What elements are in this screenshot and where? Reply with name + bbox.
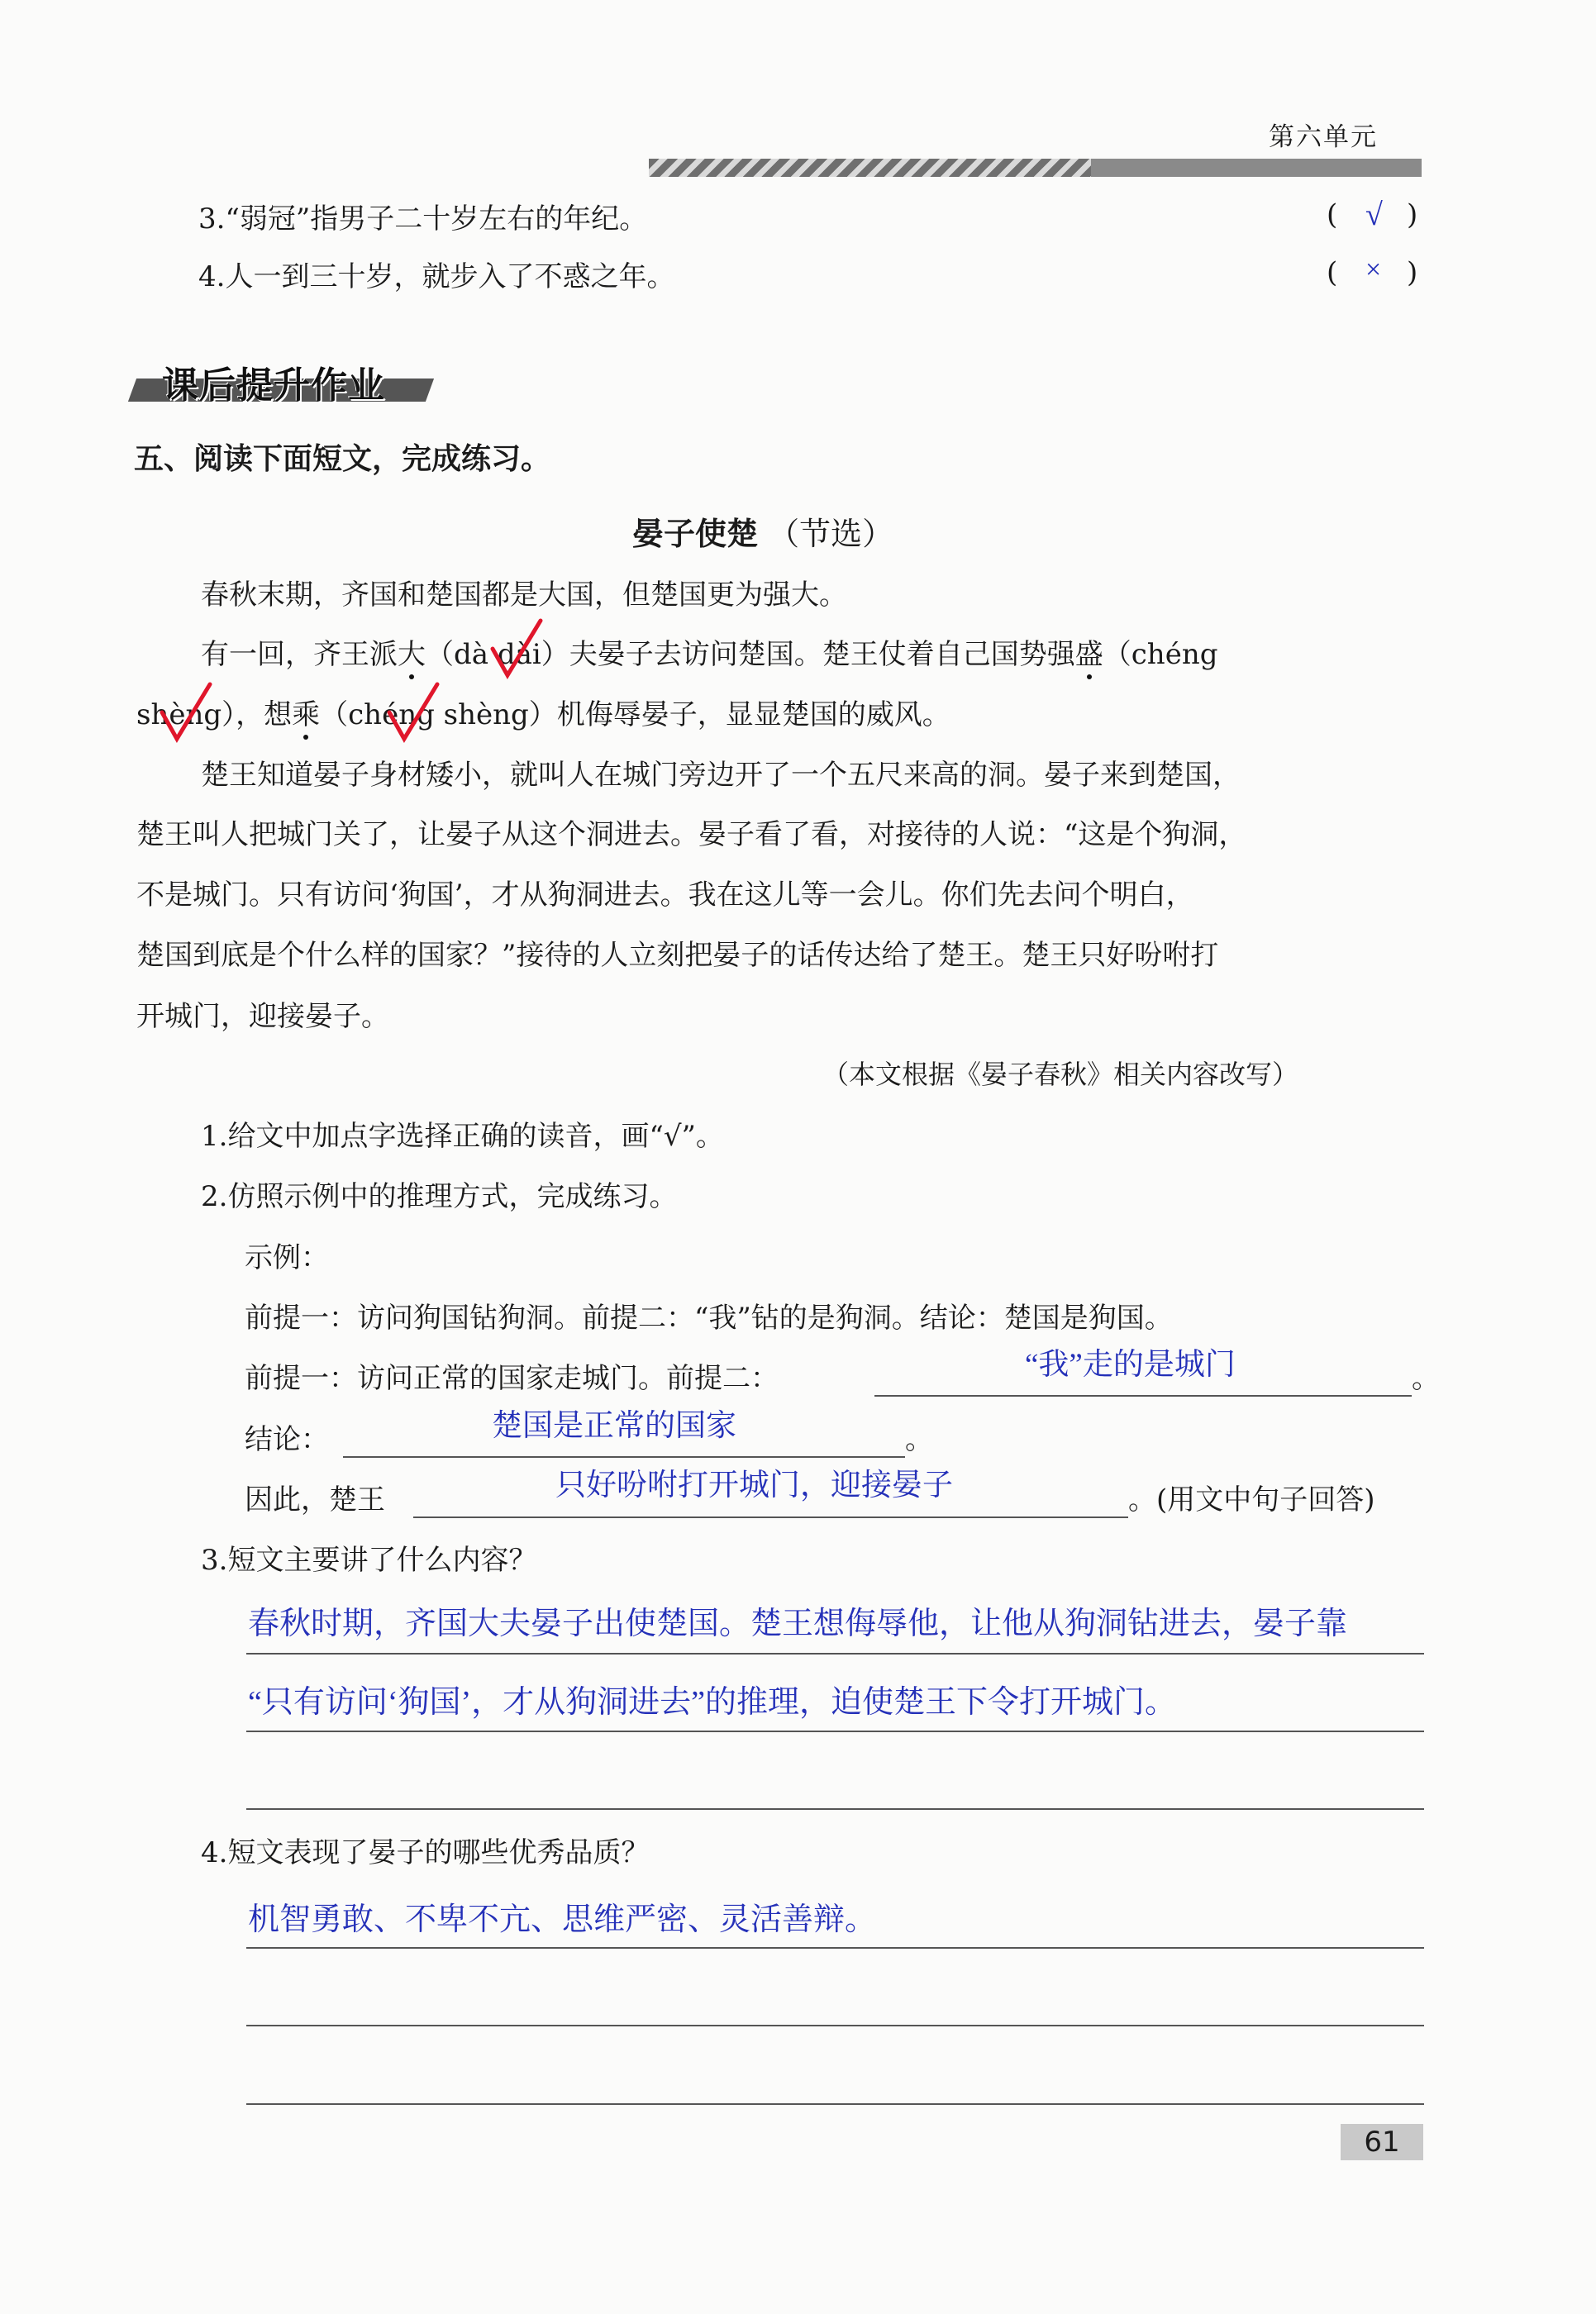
conclusion-period: 。: [905, 1423, 933, 1456]
answer-underline: [343, 1456, 905, 1458]
page-number: 61: [1364, 2126, 1400, 2159]
question-2: 2.仿照示例中的推理方式，完成练习。: [201, 1180, 678, 1213]
premise-line-prefix: 前提一：访问正常的国家走城门。前提二：: [245, 1362, 779, 1395]
answer-line: [246, 1808, 1424, 1810]
example-line: 前提一：访问狗国钻狗洞。前提二：“我”钻的是狗洞。结论：楚国是狗国。: [245, 1302, 1173, 1335]
p2-text-a: 有一回，齐王派: [201, 638, 398, 671]
q3-answer-line-1[interactable]: 春秋时期，齐国大夫晏子出使楚国。楚王想侮辱他，让他从狗洞钻进去，晏子靠: [248, 1607, 1348, 1641]
red-check-icon: [488, 616, 545, 682]
tf-item-4-paren: (: [1327, 256, 1338, 289]
tf-item-3-paren: (: [1327, 198, 1338, 231]
premise-answer[interactable]: “我”走的是城门: [1025, 1348, 1236, 1382]
article-paragraph-3-line-5: 开城门，迎接晏子。: [136, 1000, 389, 1033]
section-banner: [132, 355, 438, 407]
p2-text-d: shèng），想: [136, 698, 293, 731]
therefore-answer[interactable]: 只好吩咐打开城门，迎接晏子: [555, 1469, 953, 1502]
q4-answer-line-1[interactable]: 机智勇敢、不卑不亢、思维严密、灵活善辩。: [248, 1902, 877, 1937]
article-paragraph-1: 春秋末期，齐国和楚国都是大国，但楚国更为强大。: [201, 578, 847, 612]
answer-underline: [874, 1395, 1412, 1397]
therefore-suffix: 。(用文中句子回答): [1128, 1483, 1375, 1516]
dotted-char-sheng: 盛: [1074, 638, 1103, 671]
therefore-prefix: 因此，楚王: [245, 1483, 385, 1516]
question-3: 3.短文主要讲了什么内容？: [201, 1544, 537, 1577]
premise-period: 。: [1412, 1362, 1440, 1395]
question-4: 4.短文表现了晏子的哪些优秀品质？: [201, 1836, 650, 1869]
article-title-row: [632, 508, 893, 554]
article-paragraph-2-line-2: [136, 698, 950, 731]
article-paragraph-3-line-2: 楚王叫人把城门关了，让晏子从这个洞进去。晏子看了看，对接待的人说：“这是个狗洞，: [136, 818, 1247, 851]
dotted-char-cheng: 乘: [292, 698, 321, 731]
red-check-icon: [384, 679, 442, 745]
article-paragraph-2-line-1: [201, 638, 1218, 671]
tf-item-3-paren-close: ): [1407, 198, 1418, 231]
question-1: 1.给文中加点字选择正确的读音，画“√”。: [201, 1120, 724, 1153]
answer-line: [246, 1947, 1424, 1949]
p2-text-b: （dà dài）夫晏子去访问楚国。楚王仗着自己国势强: [426, 638, 1075, 671]
p2-text-e: （chéng shèng）机侮辱晏子，显显楚国的威风。: [320, 698, 950, 731]
article-paragraph-3-line-3: 不是城门。只有访问‘狗国’，才从狗洞进去。我在这儿等一会儿。你们先去问个明白，: [136, 878, 1194, 912]
header-stripe-solid: [1091, 159, 1422, 177]
tf-item-3: 3.“弱冠”指男子二十岁左右的年纪。: [198, 202, 648, 236]
tf-item-4: 4.人一到三十岁，就步入了不惑之年。: [198, 260, 675, 293]
question-heading: 五、阅读下面短文，完成练习。: [134, 441, 551, 476]
article-paragraph-3-line-1: 楚王知道晏子身材矮小，就叫人在城门旁边开了一个五尺来高的洞。晏子来到楚国，: [201, 759, 1241, 792]
q3-answer-line-2[interactable]: “只有访问‘狗国’，才从狗洞进去”的推理，迫使楚王下令打开城门。: [248, 1685, 1177, 1720]
article-subtitle: （节选）: [768, 516, 894, 552]
tf-item-4-answer: ×: [1365, 255, 1382, 285]
red-check-icon: [157, 679, 215, 745]
answer-underline: [413, 1516, 1128, 1518]
answer-line: [246, 1731, 1424, 1732]
answer-line: [246, 2025, 1424, 2026]
p2-text-c: （chéng: [1103, 638, 1218, 671]
tf-item-4-paren-close: ): [1407, 256, 1418, 289]
conclusion-prefix: 结论：: [245, 1423, 329, 1456]
answer-line: [246, 1653, 1424, 1655]
unit-label: 第六单元: [1269, 122, 1378, 152]
article-source: （本文根据《晏子春秋》相关内容改写）: [822, 1059, 1299, 1090]
example-label: 示例：: [245, 1241, 329, 1274]
article-title: 晏子使楚: [632, 515, 759, 552]
dotted-char-da: 大: [398, 638, 426, 671]
answer-line: [246, 2103, 1424, 2105]
tf-item-3-answer: √: [1365, 198, 1383, 232]
banner-title: 课后提升作业: [162, 364, 385, 407]
conclusion-answer[interactable]: 楚国是正常的国家: [492, 1409, 736, 1443]
article-paragraph-3-line-4: 楚国到底是个什么样的国家？”接待的人立刻把晏子的话传达给了楚王。楚王只好吩咐打: [136, 939, 1219, 972]
